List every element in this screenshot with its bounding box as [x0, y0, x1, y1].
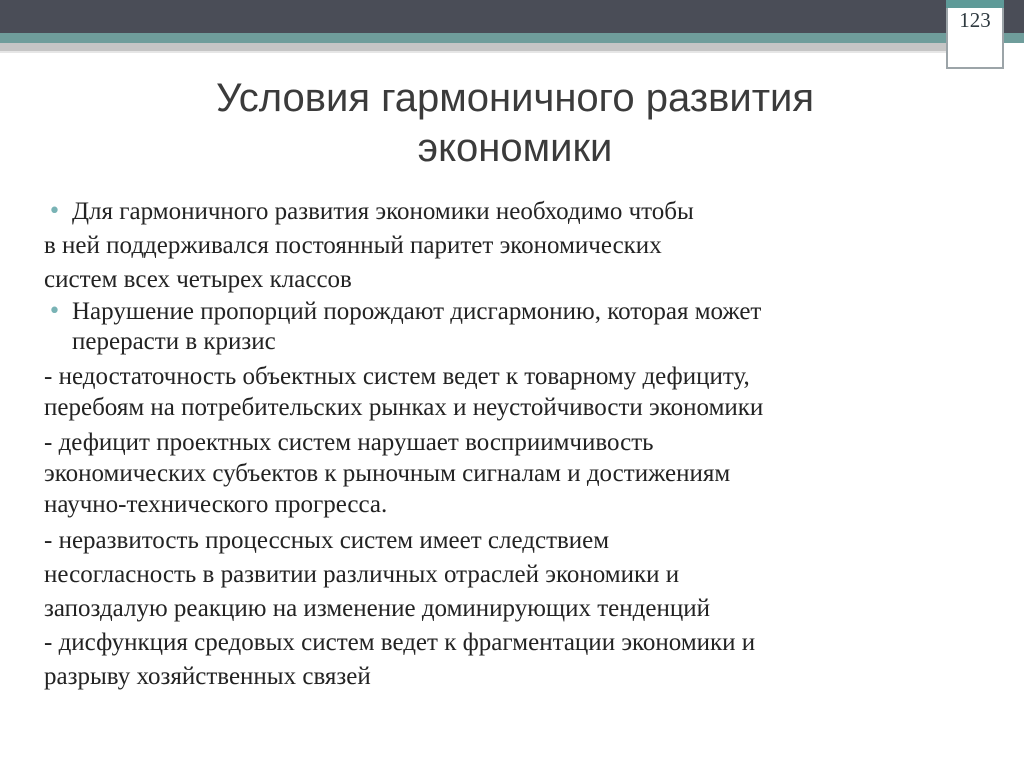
text-line: Для гармоничного развития экономики необходимо чтобы: [72, 198, 694, 225]
text-line: научно-технического прогресса.: [44, 491, 388, 518]
text-line: экономических субъектов к рыночным сигналам и достижениям: [44, 460, 731, 487]
bullet-item-harmony: [44, 195, 974, 229]
bullet-item-disproportion: [44, 297, 974, 357]
slide-title-line-2: экономики: [417, 126, 613, 170]
page-number-box-accent: [946, 0, 1004, 8]
dash-item-object-systems: [44, 361, 974, 423]
slide-body: [44, 195, 974, 694]
header-gray-line: [0, 43, 1004, 51]
text-line: несогласность в развитии различных отраслей экономики и: [44, 561, 680, 588]
dash-item-environment-systems: [44, 626, 974, 694]
header-thin-line: [0, 51, 1004, 53]
slide-title-line-1: Условия гармоничного развития: [215, 76, 815, 120]
text-line: запоздалую реакцию на изменение доминирующих тенденций: [44, 595, 710, 622]
page-number: 123: [959, 8, 991, 32]
header-teal-band: [0, 33, 1024, 43]
text-line-continuation: в ней поддерживался постоянный паритет экономических: [44, 232, 662, 259]
bullet-marker: •: [48, 199, 61, 224]
text-line: перебоям на потребительских рынках и неустойчивости экономики: [44, 394, 764, 421]
text-line: Нарушение пропорций порождают дисгармонию, которая может: [72, 298, 762, 325]
slide-title: [60, 73, 970, 173]
text-line: - дисфункция средовых систем ведет к фрагментации экономики и: [44, 629, 756, 656]
text-line: - недостаточность объектных систем ведет к товарному дефициту,: [44, 363, 750, 390]
text-line: - неразвитость процессных систем имеет следствием: [44, 527, 610, 554]
header-dark-band: [0, 0, 1024, 33]
text-line: разрыву хозяйственных связей: [44, 663, 371, 690]
dash-item-project-systems: [44, 427, 974, 520]
text-line: перерасти в кризис: [72, 328, 276, 355]
text-line-continuation: систем всех четырех классов: [44, 266, 352, 293]
bullet-marker: •: [48, 299, 61, 324]
dash-item-process-systems: [44, 524, 974, 626]
text-line: - дефицит проектных систем нарушает восприимчивость: [44, 429, 654, 456]
